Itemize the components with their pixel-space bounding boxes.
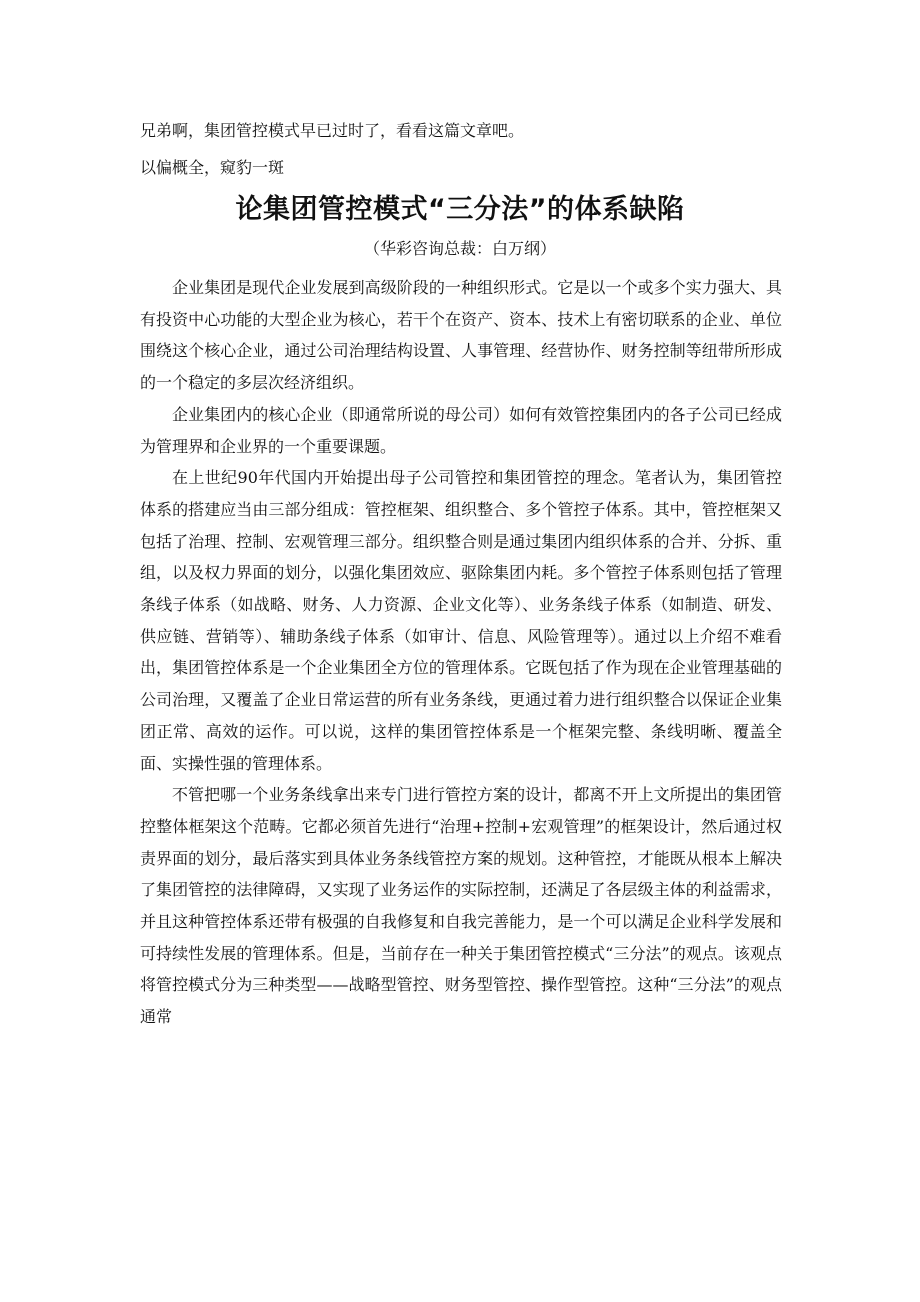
intro-line-2: 以偏概全，窥豹一斑 xyxy=(140,158,285,177)
intro-line-1: 兄弟啊，集团管控模式早已过时了，看看这篇文章吧。 xyxy=(140,121,525,140)
paragraph-3: 在上世纪90年代国内开始提出母子公司管控和集团管控的理念。笔者认为，集团管控体系的搭建应当由三部分组成：管控框架、组织整合、多个管控子体系。其中，管控框架又包括了治理、控制、宏观管理三部分。组织整合则是通过集团内组织体系的合并、分拆、重组，以及权力界面的划分，以强化集团效应、驱除集团内耗。多个管控子体系则包括了管理条线子体系（如战略、财务、人力资源、企业文化等）、业务条线子体系（如制造、研发、供应链、营销等）、辅助条线子体系（如审计、信息、风险管理等）。通过以上介绍不难看出，集团管控体系是一个企业集团全方位的管理体系。它既包括了作为现在企业管理基础的公司治理，又覆盖了企业日常运营的所有业务条线，更通过着力进行组织整合以保证企业集团正常、高效的运作。可以说，这样的集团管控体系是一个框架完整、条线明晰、覆盖全面、实操性强的管理体系。 xyxy=(140,468,782,773)
article-body xyxy=(140,272,782,1033)
paragraph-1: 企业集团是现代企业发展到高级阶段的一种组织形式。它是以一个或多个实力强大、具有投资中心功能的大型企业为核心，若干个在资产、资本、技术上有密切联系的企业、单位围绕这个核心企业，通过公司治理结构设置、人事管理、经营协作、财务控制等纽带所形成的一个稳定的多层次经济组织。 xyxy=(140,278,782,393)
paragraph-4: 不管把哪一个业务条线拿出来专门进行管控方案的设计，都离不开上文所提出的集团管控整体框架这个范畴。它都必须首先进行“治理+控制+宏观管理”的框架设计，然后通过权责界面的划分，最后落实到具体业务条线管控方案的规划。这种管控，才能既从根本上解决了集团管控的法律障碍，又实现了业务运作的实际控制，还满足了各层级主体的利益需求，并且这种管控体系还带有极强的自我修复和自我完善能力，是一个可以满足企业科学发展和可持续性发展的管理体系。但是，当前存在一种关于集团管控模式“三分法”的观点。该观点将管控模式分为三种类型——战略型管控、财务型管控、操作型管控。这种“三分法”的观点通常 xyxy=(140,785,782,1027)
article-title: 论集团管控模式“三分法”的体系缺陷 xyxy=(235,194,685,225)
article-author: （华彩咨询总裁：白万纲） xyxy=(363,239,556,258)
paragraph-2: 企业集团内的核心企业（即通常所说的母公司）如何有效管控集团内的各子公司已经成为管理界和企业界的一个重要课题。 xyxy=(140,404,782,456)
